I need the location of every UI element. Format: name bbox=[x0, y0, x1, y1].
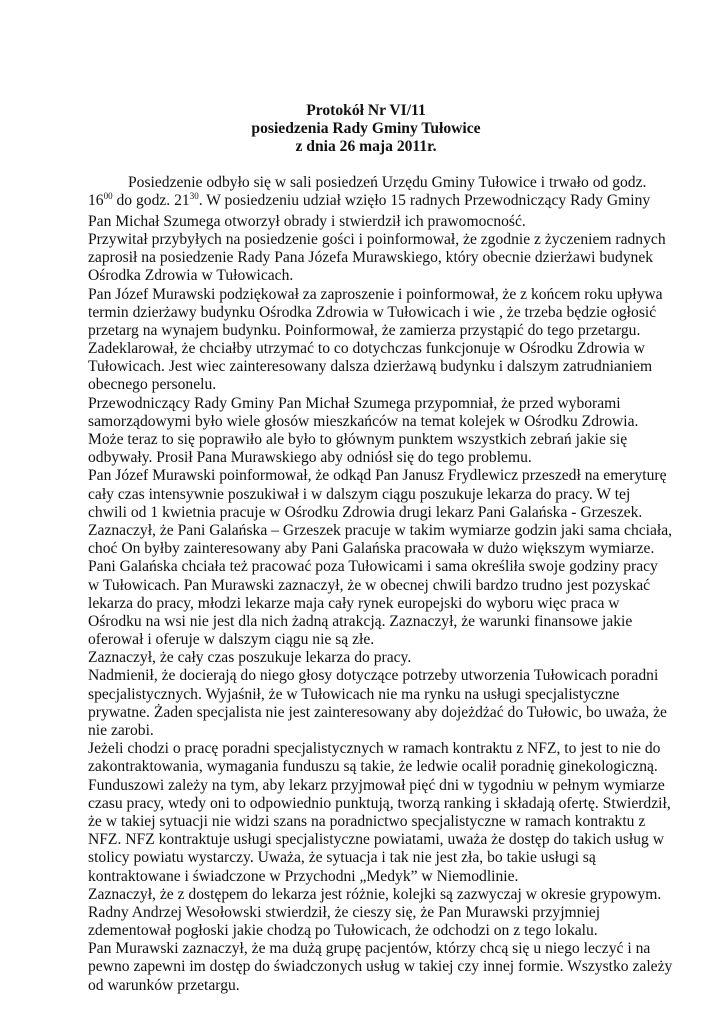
text-line: lekarza do pracy, młodzi lekarze maja cały rynek europejski do wyboru więc praca w bbox=[88, 594, 620, 612]
text-line: Ośrodka Zdrowia w Tułowicach. bbox=[88, 267, 294, 285]
title-line: posiedzenia Rady Gminy Tułowice bbox=[251, 120, 481, 138]
text-line: prywatne. Żaden specjalista nie jest zainteresowany aby dojeżdżać do Tułowic, bo uważa, że bbox=[88, 703, 667, 721]
text-line: specjalistycznych. Wyjaśnił, że w Tułowicach nie ma rynku na usługi specjalistyczne bbox=[88, 685, 620, 703]
document-title bbox=[88, 102, 644, 157]
text-line: Przywitał przybyłych na posiedzenie gości i poinformował, że zgodnie z życzeniem radnych bbox=[88, 230, 666, 248]
body-lines bbox=[88, 212, 673, 995]
text-line: Pan Murawski zaznaczył, że ma dużą grupę pacjentów, którzy chcą się u niego leczyć i na bbox=[88, 940, 651, 958]
text-line: choć On byłby zainteresowany aby Pani Galańska pracowała w dużo większym wymiarze. bbox=[88, 540, 655, 558]
text-line: Przewodniczący Rady Gminy Pan Michał Szumega przypomniał, że przed wyborami bbox=[88, 394, 621, 412]
text-line: kontraktowane i świadczone w Przychodni „Medyk” w Niemodlinie. bbox=[88, 867, 519, 885]
document-page bbox=[88, 102, 673, 995]
text-line: czasu pracy, wtedy oni to odpowiednio punktują, tworzą ranking i składają ofertę. Stwierdził, bbox=[88, 794, 671, 812]
text-line: obecnego personelu. bbox=[88, 376, 217, 394]
text-line: zdementował pogłoski jakie chodzą po Tułowicach, że odchodzi on z tego lokalu. bbox=[88, 922, 598, 940]
document-body bbox=[88, 173, 673, 995]
text-line: Radny Andrzej Wesołowski stwierdził, że cieszy się, że Pan Murawski przyjmniej bbox=[88, 903, 601, 921]
title-line: z dnia 26 maja 2011r. bbox=[295, 138, 437, 156]
text-line: przetarg na wynajem budynku. Poinformował, że zamierza przystąpić do tego przetargu. bbox=[88, 321, 641, 339]
text-line: oferował i oferuje w dalszym ciągu nie są złe. bbox=[88, 631, 375, 649]
text-line: Nadmienił, że docierają do niego głosy dotyczące potrzeby utworzenia Tułowicach poradni bbox=[88, 667, 659, 685]
text-line: zaprosił na posiedzenie Rady Pana Józefa Murawskiego, który obecnie dzierżawi budynek bbox=[88, 249, 654, 267]
text-line: nie zarobi. bbox=[88, 722, 154, 739]
text-line: pewno zapewni im dostęp do świadczonych usług w takiej czy innej formie. Wszystko zależy bbox=[88, 958, 673, 976]
text-line: NFZ. NFZ kontraktuje usługi specjalistyczne powiatami, uważa że dostęp do takich usług w bbox=[88, 831, 664, 849]
text-line: termin dzierżawy budynku Ośrodka Zdrowia w Tułowicach i wie , że trzeba będzie ogłosić bbox=[88, 303, 657, 321]
text-line: chwili od 1 kwietnia pracuje w Ośrodku Zdrowia drugi lekarz Pani Galańska - Grzeszek. bbox=[88, 503, 643, 521]
title-line: Protokół Nr VI/11 bbox=[306, 102, 426, 119]
paragraph-first-line: Posiedzenie odbyło się w sali posiedzeń Urzędu Gminy Tułowice i trwało od godz. bbox=[128, 173, 647, 191]
time-rest-text: . W posiedzeniu udział wzięło 15 radnych Przewodniczący Rady Gminy bbox=[198, 191, 651, 209]
text-line: że w takiej sytuacji nie widzi szans na poradnictwo specjalistyczne w ramach kontraktu z bbox=[88, 812, 646, 830]
text-line: Zaznaczył, że cały czas poszukuje lekarza do pracy. bbox=[88, 649, 412, 667]
sup-line bbox=[88, 190, 651, 213]
text-line: Jeżeli chodzi o pracę poradni specjalistycznych w ramach kontraktu z NFZ, to jest to nie do bbox=[88, 740, 661, 758]
text-line: w Tułowicach. Pan Murawski zaznaczył, że w obecnej chwili bardzo trudno jest pozyskać bbox=[88, 576, 651, 594]
text-line: odbywały. Prosił Pana Murawskiego aby odniósł się do tego problemu. bbox=[88, 449, 532, 467]
text-line: od warunków przetargu. bbox=[88, 976, 240, 994]
text-line: stolicy powiatu wystarczy. Uważa, że sytuacja i tak nie jest zła, bo takie usługi są bbox=[88, 849, 596, 867]
time-end-minutes: 30 bbox=[189, 190, 199, 201]
time-start-minutes: 00 bbox=[103, 190, 113, 201]
text-line: Pani Galańska chciała też pracować poza Tułowicami i sama określiła swoje godziny pracy bbox=[88, 558, 658, 576]
text-line: cały czas intensywnie poszukiwał i w dalszym ciągu poszukuje lekarza do pracy. W tej bbox=[88, 485, 631, 503]
time-mid-text: do godz. 21 bbox=[112, 191, 190, 209]
time-start-hour: 16 bbox=[88, 191, 104, 209]
text-line: Pan Józef Murawski poinformował, że odkąd Pan Janusz Frydlewicz przeszedł na emeryturę bbox=[88, 467, 667, 485]
text-line: Pan Michał Szumega otworzył obrady i stwierdził ich prawomocność. bbox=[88, 212, 526, 230]
text-line: samorządowymi było wiele głosów mieszkańców na temat kolejek w Ośrodku Zdrowia. bbox=[88, 412, 639, 430]
text-line: Pan Józef Murawski podziękował za zaproszenie i poinformował, że z końcem roku upływa bbox=[88, 285, 663, 303]
text-line: zakontraktowania, wymagania funduszu są takie, że ledwie ocalił poradnię ginekologiczną. bbox=[88, 758, 658, 776]
text-line: Ośrodku na wsi nie jest dla nich żadną atrakcją. Zaznaczył, że warunki finansowe jakie bbox=[88, 612, 633, 630]
text-line: Tułowicach. Jest wiec zainteresowany dalsza dzierżawą budynku i dalszym zatrudnianiem bbox=[88, 358, 653, 376]
text-line: Zaznaczył, że Pani Galańska – Grzeszek pracuje w takim wymiarze godzin jaki sama chciała, bbox=[88, 521, 673, 539]
text-line: Zadeklarował, że chciałby utrzymać to co dotychczas funkcjonuje w Ośrodku Zdrowia w bbox=[88, 340, 645, 358]
text-line: Funduszowi zależy na tym, aby lekarz przyjmował pięć dni w tygodniu w pełnym wymiarze bbox=[88, 776, 665, 794]
text-line: Może teraz to się poprawiło ale było to głównym punktem wszystkich zebrań jakie się bbox=[88, 431, 628, 448]
text-line: Zaznaczył, że z dostępem do lekarza jest różnie, kolejki są zazwyczaj w okresie grypowym. bbox=[88, 885, 662, 903]
